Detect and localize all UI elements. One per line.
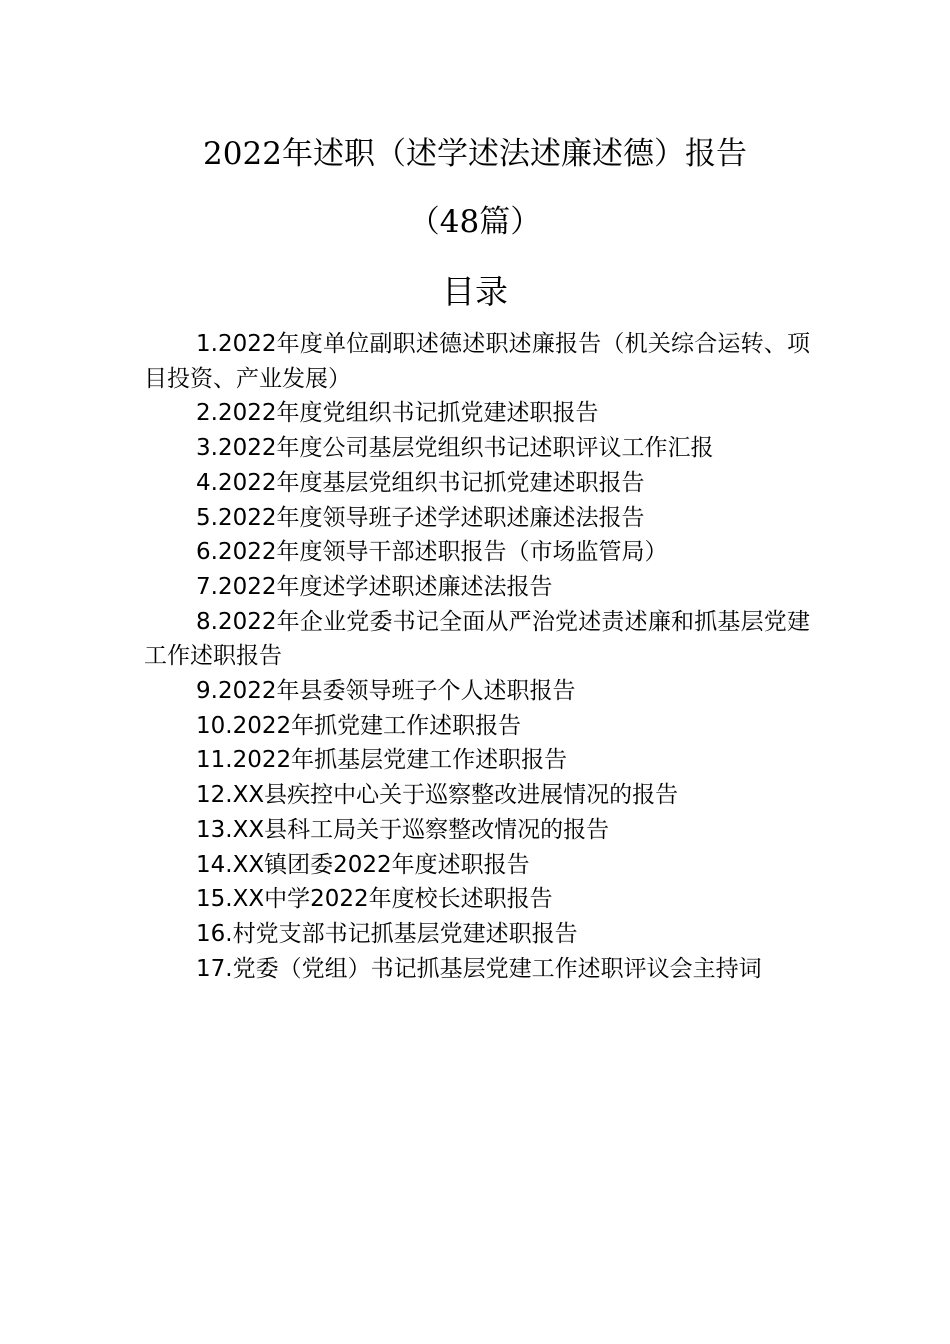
toc-item: 3.2022年度公司基层党组织书记述职评议工作汇报: [196, 435, 714, 462]
toc-item: 7.2022年度述学述职述廉述法报告: [196, 573, 553, 600]
toc-item: 12.XX县疾控中心关于巡察整改进展情况的报告: [196, 782, 679, 809]
document-subtitle-count: （48篇）: [408, 204, 542, 240]
toc-item: 10.2022年抓党建工作述职报告: [196, 712, 522, 739]
toc-item: 8.2022年企业党委书记全面从严治党述责述廉和抓基层党建工作述职报告: [144, 608, 810, 670]
toc-item: 4.2022年度基层党组织书记抓党建述职报告: [196, 469, 645, 496]
toc-item: 9.2022年县委领导班子个人述职报告: [196, 678, 576, 705]
table-of-contents: [144, 327, 810, 986]
toc-item: 16.村党支部书记抓基层党建述职报告: [196, 920, 578, 947]
toc-item: 2.2022年度党组织书记抓党建述职报告: [196, 400, 599, 427]
toc-item: 11.2022年抓基层党建工作述职报告: [196, 747, 568, 774]
document-title: 2022年述职（述学述法述廉述德）报告: [203, 136, 747, 172]
toc-item: 5.2022年度领导班子述学述职述廉述法报告: [196, 504, 645, 531]
toc-item: 13.XX县科工局关于巡察整改情况的报告: [196, 816, 610, 843]
toc-item: 15.XX中学2022年度校长述职报告: [196, 886, 553, 913]
toc-item: 6.2022年度领导干部述职报告（市场监管局）: [196, 539, 668, 566]
toc-item: 14.XX镇团委2022年度述职报告: [196, 851, 530, 878]
toc-item: 17.党委（党组）书记抓基层党建工作述职评议会主持词: [196, 955, 762, 982]
toc-item: 1.2022年度单位副职述德述职述廉报告（机关综合运转、项目投资、产业发展）: [144, 331, 810, 392]
toc-heading: 目录: [442, 272, 508, 311]
